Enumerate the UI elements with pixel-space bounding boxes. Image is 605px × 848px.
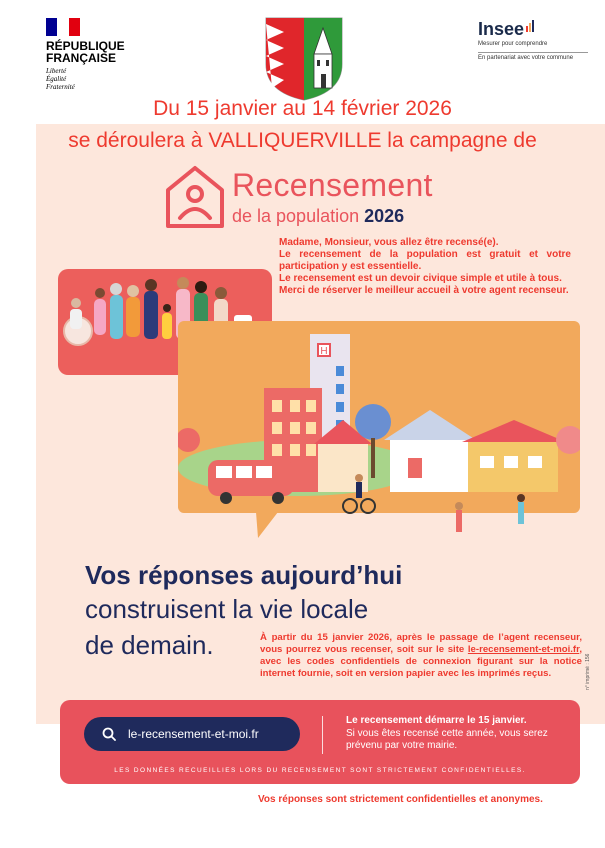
census-title: Recensement — [232, 167, 433, 203]
imprint-number: n° imprimé : 156 — [585, 653, 591, 690]
footer-start-date: Le recensement démarre le 15 janvier. — [346, 715, 527, 726]
search-icon — [102, 727, 116, 741]
tagline-line-3: de demain. — [85, 630, 214, 660]
instructions-text — [260, 632, 582, 680]
rf-title-line2: FRANÇAISE — [46, 51, 117, 65]
footer-divider — [322, 716, 323, 754]
final-note: Vos réponses sont strictement confidentielles et anonymes. — [258, 794, 543, 805]
census-subtitle-text: de la population — [232, 206, 360, 226]
town-illustration — [178, 310, 580, 560]
insee-name: Insee — [478, 19, 525, 39]
insee-logo-icon — [478, 20, 588, 38]
hospital-sign: H — [320, 346, 328, 357]
rf-motto — [46, 67, 146, 91]
footer-confidential: LES DONNÉES RECUEILLIES LORS DU RECENSEMENT SONT STRICTEMENT CONFIDENTIELLES. — [114, 767, 526, 774]
instructions-before: À partir du 15 janvier 2026, après le passage de l’agent recenseur, vous pourrez vous recenser, soit sur le site — [260, 632, 582, 655]
census-year: 2026 — [364, 206, 405, 226]
rf-motto-liberte: Liberté — [46, 67, 67, 75]
rf-motto-egalite: Égalité — [46, 75, 67, 83]
footer-info: Si vous êtes recensé cette année, vous serez prévenu par votre mairie. — [346, 728, 548, 751]
announcement-dates: Du 15 janvier au 14 février 2026 — [153, 97, 452, 120]
commune-crest-icon — [262, 14, 346, 102]
rf-title-line1: RÉPUBLIQUE — [46, 39, 125, 53]
announcement-campaign: se déroulera à VALLIQUERVILLE la campagne de — [68, 129, 537, 152]
census-subtitle — [232, 205, 404, 227]
tagline-line-2: construisent la vie locale — [85, 594, 369, 624]
rf-motto-fraternite: Fraternité — [46, 83, 75, 91]
insee-tagline: Mesurer pour comprendre — [478, 41, 548, 47]
republique-francaise-logo — [46, 18, 146, 91]
instructions-after: , avec les codes confidentiels de connexion figurant sur la notice internet fournie, soit en version papier avec les imprimés reçus. — [260, 644, 582, 679]
tagline-bold: Vos réponses aujourd’hui — [85, 560, 403, 590]
site-pill-text[interactable]: le-recensement-et-moi.fr — [128, 727, 259, 741]
instructions-site-link[interactable]: le-recensement-et-moi.fr — [467, 644, 580, 655]
intro-line: Merci de réserver le meilleur accueil à votre agent recenseur. — [279, 285, 569, 296]
rf-title — [46, 40, 146, 64]
insee-logo — [478, 20, 588, 61]
census-house-icon — [164, 164, 226, 230]
intro-line: Madame, Monsieur, vous allez être recensé(e). — [279, 237, 499, 248]
intro-line: Le recensement de la population est gratuit et votre participation y est essentielle. — [279, 249, 571, 272]
insee-partner: En partenariat avec votre commune — [478, 52, 588, 61]
marianne-icon — [46, 18, 80, 36]
intro-line: Le recensement est un devoir civique simple et utile à tous. — [279, 273, 562, 284]
intro-text — [279, 237, 571, 297]
